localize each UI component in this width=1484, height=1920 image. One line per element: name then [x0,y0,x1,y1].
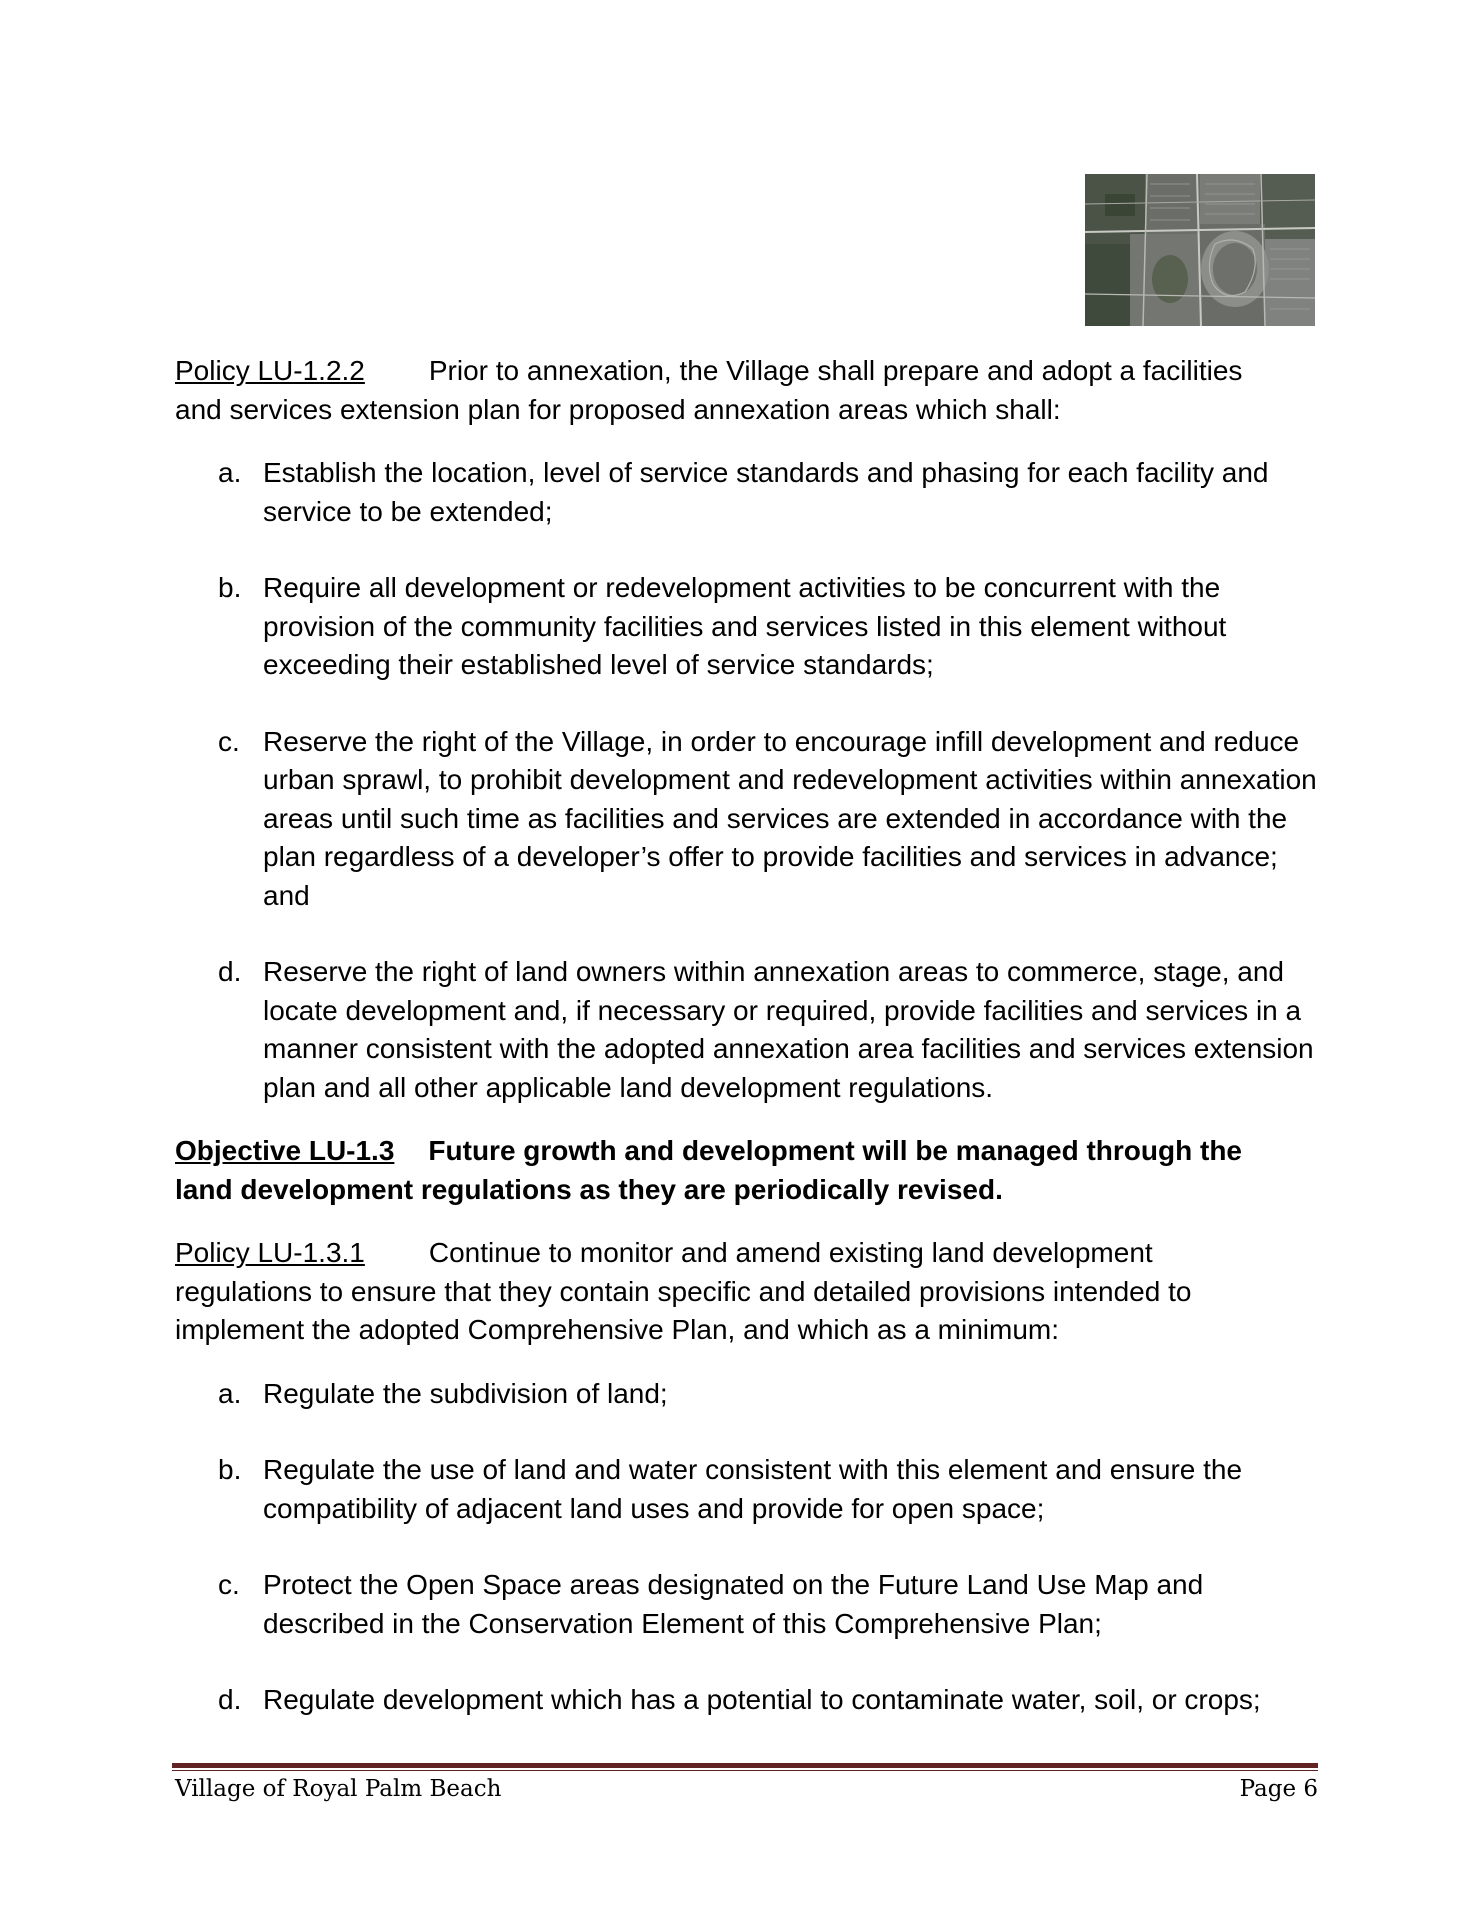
list-item [175,1375,1325,1414]
list-item [175,569,1325,685]
objective-text-line: Future growth and development will be managed through the [428,1135,1242,1166]
list-marker: b. [218,572,242,603]
aerial-photo [1085,174,1315,326]
policy-lu-1-2-2 [175,352,1325,391]
list-item-text: Regulate the subdivision of land; [263,1377,668,1409]
footer-document-title: Village of Royal Palm Beach [175,1776,502,1802]
list-marker: d. [218,1684,242,1715]
policy-intro-line: Prior to annexation, the Village shall prepare and adopt a facilities [428,355,1243,386]
list-marker: b. [218,1454,242,1485]
policy-content [175,352,1325,1745]
list-item [175,953,1325,1107]
list-marker: c. [218,725,240,757]
footer-page-number: Page 6 [1239,1776,1318,1802]
policy-intro-line: Continue to monitor and amend existing land development [428,1237,1153,1268]
objective-text-continuation: land development regulations as they are periodically revised. [175,1173,1003,1205]
list-item-text: Protect the Open Space areas designated on the Future Land Use Map and described in the Conservation Element of this Comprehensive Plan; [263,1569,1204,1639]
list-item-text: Establish the location, level of service standards and phasing for each facility and service to be extended; [263,457,1269,527]
list-item-text: Require all development or redevelopment activities to be concurrent with the provision of the community facilities and services listed in this element without exceeding their established level of service standards; [263,572,1227,680]
policy-label: Policy LU-1.3.1 [175,1237,365,1268]
list-item-text: Reserve the right of the Village, in order to encourage infill development and reduce urban sprawl, to prohibit development and redevelopment activities within annexation areas until such time as facilities and services are extended in accordance with the plan regardless of a developer’s offer to provide facilities and services in advance; and [263,725,1317,911]
policy-lu-1-3-1 [175,1234,1325,1273]
list-item [175,1681,1325,1720]
policy-intro-continuation: implement the adopted Comprehensive Plan, and which as a minimum: [175,1314,1060,1345]
list-item [175,454,1325,531]
objective-lu-1-3 [175,1132,1325,1171]
policy-label: Policy LU-1.2.2 [175,355,365,386]
policy-lu-1-2-2-list [175,454,1325,1107]
list-marker: a. [218,1377,242,1409]
list-item-text: Reserve the right of land owners within annexation areas to commerce, stage, and locate development and, if necessary or required, provide facilities and services in a manner consistent with the adopted annexation area facilities and services extension plan and all other applicable land development regulations. [263,956,1314,1103]
list-marker: c. [218,1569,240,1600]
policy-intro-continuation: and services extension plan for proposed annexation areas which shall: [175,393,1061,425]
list-item-text: Regulate the use of land and water consistent with this element and ensure the compatibility of adjacent land uses and provide for open space; [263,1454,1243,1524]
list-item [175,723,1325,916]
objective-label: Objective LU-1.3 [175,1135,395,1166]
list-item-text: Regulate development which has a potential to contaminate water, soil, or crops; [263,1684,1261,1715]
footer-rule [172,1763,1318,1771]
aerial-photo-graphic [1085,174,1315,326]
policy-intro-continuation: regulations to ensure that they contain specific and detailed provisions intended to [175,1275,1192,1307]
policy-lu-1-3-1-list [175,1375,1325,1720]
list-item [175,1566,1325,1643]
list-marker: a. [218,457,242,488]
list-marker: d. [218,956,242,987]
list-item [175,1451,1325,1528]
